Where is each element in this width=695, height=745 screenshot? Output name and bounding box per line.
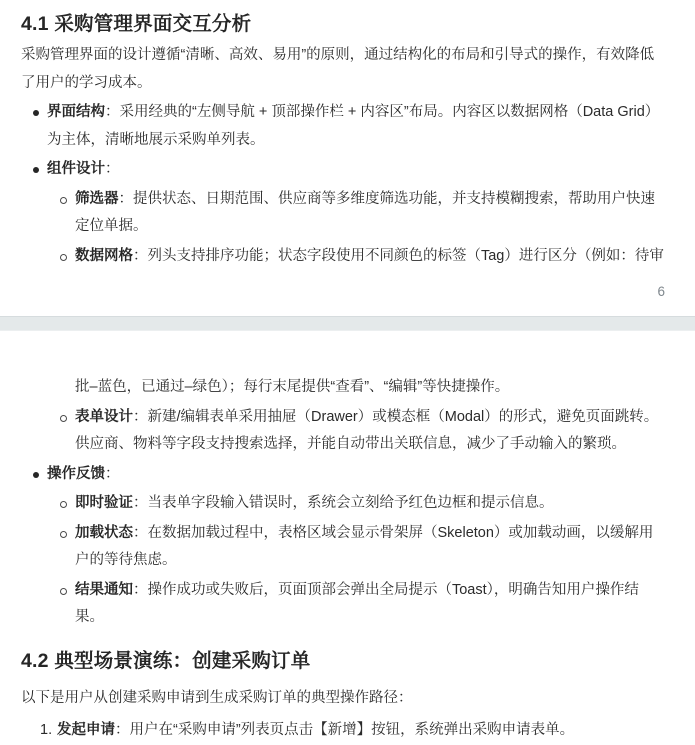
list-item-data-grid bbox=[21, 243, 667, 271]
list-item-text: ：当表单字段输入错误时，系统会立刻给予红色边框和提示信息。 bbox=[133, 495, 554, 511]
list-item-operation-feedback bbox=[21, 461, 667, 489]
intro-paragraph-4-1: 采购管理界面的设计遵循“清晰、高效、易用”的原则，通过结构化的布局和引导式的操作，有效降低了用户的学习成本。 bbox=[21, 47, 655, 91]
bullet-disc-icon bbox=[33, 110, 39, 116]
bullet-circle-icon bbox=[60, 254, 67, 261]
list-item-label: 数据网格 bbox=[75, 247, 133, 264]
list-item-label: 界面结构 bbox=[47, 104, 105, 120]
list-item-label: 加载状态 bbox=[75, 524, 133, 541]
list-item-loading-state bbox=[21, 520, 667, 575]
bullet-circle-icon bbox=[60, 531, 67, 538]
list-item-label: 操作反馈 bbox=[47, 465, 105, 482]
bullet-list bbox=[21, 99, 667, 270]
list-item-filter bbox=[21, 186, 667, 241]
bullet-circle-icon bbox=[60, 197, 67, 204]
page-separator bbox=[0, 316, 695, 331]
step-text: ：用户在“采购申请”列表页点击【新增】按钮，系统弹出采购申请表单。 bbox=[115, 722, 575, 738]
bullet-disc-icon bbox=[33, 472, 39, 478]
intro-paragraph-4-2: 以下是用户从创建采购申请到生成采购订单的典型操作路径： bbox=[21, 689, 413, 706]
bullet-circle-icon bbox=[60, 588, 67, 595]
list-item-text: ：提供状态、日期范围、供应商等多维度筛选功能，并支持模糊搜索，帮助用户快速定位单据。 bbox=[75, 190, 655, 234]
list-item-label: 表单设计 bbox=[75, 408, 133, 425]
bullet-disc-icon bbox=[33, 167, 39, 173]
bullet-circle-icon bbox=[60, 415, 67, 422]
section-heading-4-2: 4.2 典型场景演练：创建采购订单 bbox=[21, 649, 311, 672]
list-item-interface-structure bbox=[21, 99, 667, 154]
document-page-6 bbox=[0, 11, 695, 316]
list-item-text: ：列头支持排序功能；状态字段使用不同颜色的标签（Tag）进行区分（例如：待审 bbox=[133, 247, 664, 264]
section-heading-4-1: 4.1 采购管理界面交互分析 bbox=[21, 13, 252, 35]
list-item-label: 筛选器 bbox=[75, 190, 119, 207]
list-item-result-notification bbox=[21, 577, 667, 632]
bullet-circle-icon bbox=[60, 501, 67, 508]
step-number: 1. bbox=[40, 722, 53, 738]
list-item-data-grid-continuation: 批–蓝色，已通过–绿色）；每行末尾提供“查看”、“编辑”等快捷操作。 bbox=[75, 379, 510, 395]
list-item-text: ： bbox=[105, 465, 120, 482]
list-item-label: 即时验证 bbox=[75, 495, 133, 511]
list-item-label: 结果通知 bbox=[75, 581, 133, 598]
list-item-form-design bbox=[21, 404, 667, 459]
list-item-text: ：新建/编辑表单采用抽屉（Drawer）或模态框（Modal）的形式，避免页面跳转。供应商、物料等字段支持搜索选择，并能自动带出关联信息，减少了手动输入的繁琐。 bbox=[75, 408, 659, 452]
list-item-text: ： bbox=[105, 161, 120, 177]
page-number: 6 bbox=[657, 284, 665, 299]
step-item-1 bbox=[21, 717, 667, 745]
document-page-7 bbox=[0, 331, 695, 745]
bullet-list bbox=[21, 404, 667, 632]
list-item-label: 组件设计 bbox=[47, 161, 105, 177]
list-item-text: ：在数据加载过程中，表格区域会显示骨架屏（Skeleton）或加载动画，以缓解用户的等待焦虑。 bbox=[75, 524, 654, 568]
list-item-text: ：操作成功或失败后，页面顶部会弹出全局提示（Toast），明确告知用户操作结果。 bbox=[75, 581, 639, 625]
numbered-steps-list bbox=[21, 717, 667, 745]
step-label: 发起申请 bbox=[57, 722, 115, 738]
document-viewer bbox=[0, 11, 695, 745]
list-item-component-design bbox=[21, 156, 667, 184]
list-item-instant-validation bbox=[21, 490, 667, 518]
list-item-text: ：采用经典的“左侧导航 + 顶部操作栏 + 内容区”布局。内容区以数据网格（Data Grid）为主体，清晰地展示采购单列表。 bbox=[47, 104, 660, 148]
